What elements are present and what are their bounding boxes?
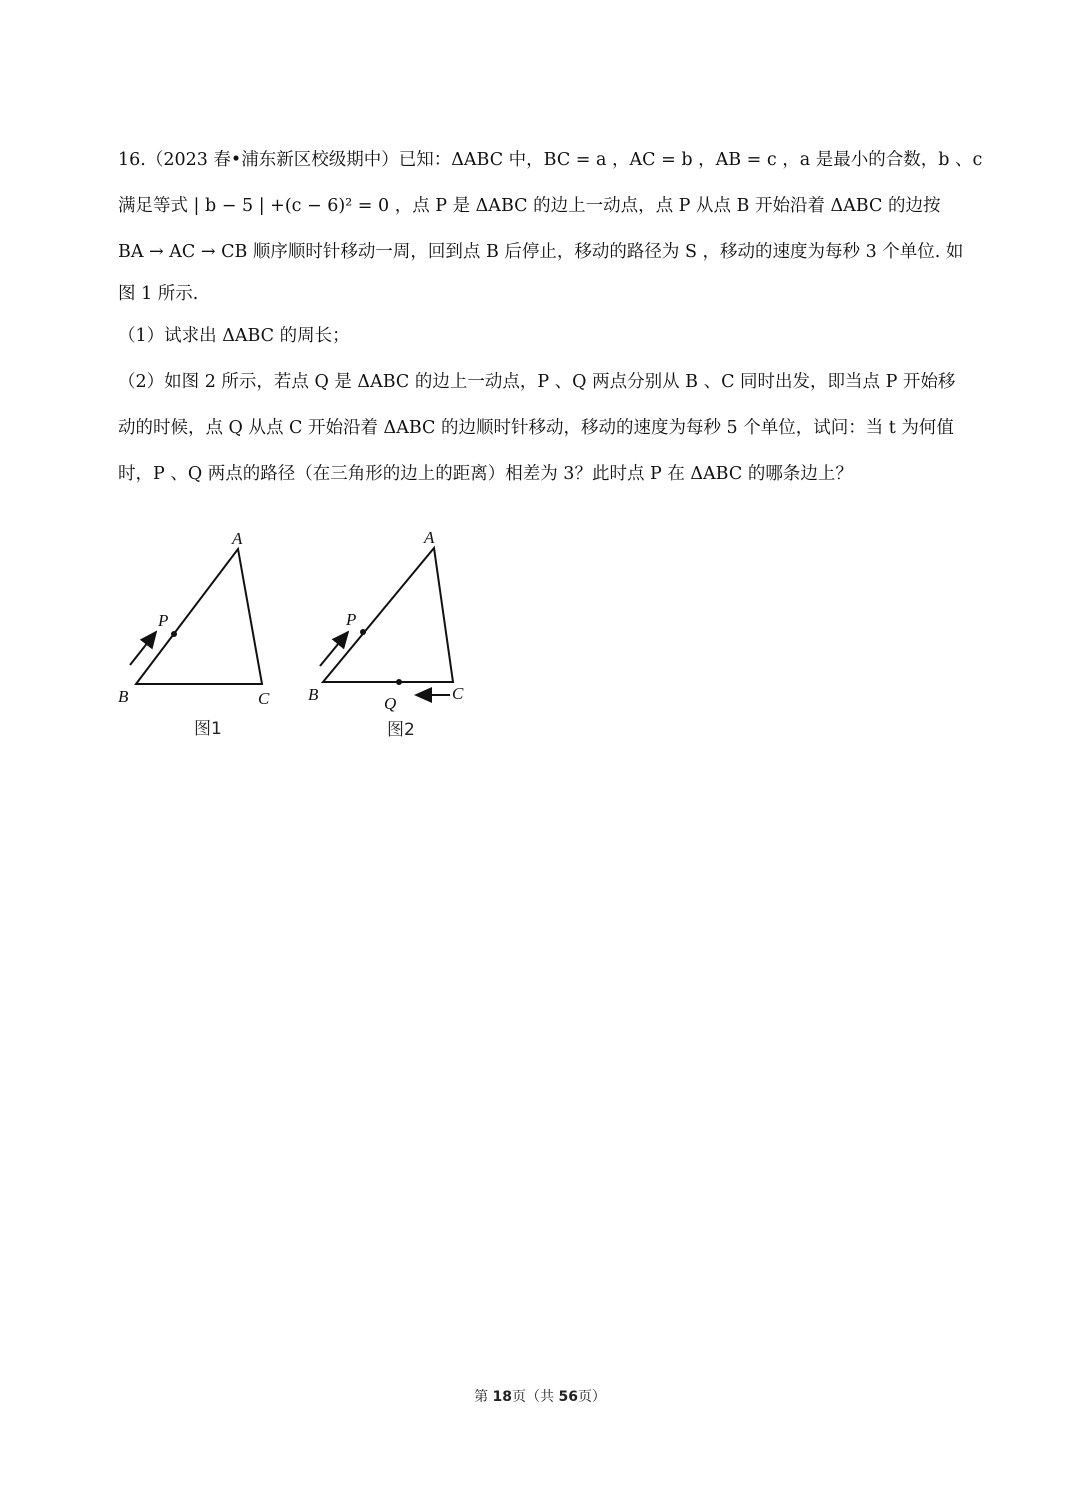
point-q-2 — [396, 679, 402, 685]
point-p-2 — [360, 629, 366, 635]
question-2-line-1: （2）如图 2 所示，若点 Q 是 ΔABC 的边上一动点，P 、Q 两点分别从 B 、C 同时出发，即当点 P 开始移 — [118, 372, 956, 392]
footer-prefix: 第 — [474, 1389, 493, 1405]
current-page-number: 18 — [492, 1389, 512, 1405]
point-p-1 — [171, 631, 177, 637]
question-1: （1）试求出 ΔABC 的周长； — [118, 326, 350, 346]
footer-suffix: 页） — [577, 1389, 606, 1405]
label-b-1: B — [118, 687, 129, 706]
arrow-p-1 — [130, 632, 156, 665]
question-2-line-3: 时，P 、Q 两点的路径（在三角形的边上的距离）相差为 3？此时点 P 在 ΔABC 的哪条边上？ — [118, 464, 853, 484]
problem-line-3: BA → AC → CB 顺序顺时针移动一周，回到点 B 后停止，移动的路径为 S ，移动的速度为每秒 3 个单位. 如 — [118, 242, 964, 262]
problem-line-1: 16.（2023 春•浦东新区校级期中）已知：ΔABC 中，BC = a ，AC = b ，AB = c ，a 是最小的合数，b 、c — [118, 150, 983, 170]
triangle-abc-1 — [136, 549, 262, 684]
arrow-p-2 — [320, 632, 348, 666]
label-c-2: C — [452, 684, 464, 703]
question-2-line-2: 动的时候，点 Q 从点 C 开始沿着 ΔABC 的边顺时针移动，移动的速度为每秒 5 个单位，试问：当 t 为何值 — [118, 418, 954, 438]
triangle-abc-2 — [323, 548, 453, 682]
problem-line-2: 满足等式 | b − 5 | +(c − 6)² = 0 ，点 P 是 ΔABC 的边上一动点，点 P 从点 B 开始沿着 ΔABC 的边按 — [118, 196, 941, 216]
figure-1 — [118, 529, 270, 739]
label-a-1: A — [232, 529, 243, 548]
total-page-number: 56 — [558, 1389, 578, 1405]
page-footer — [0, 1386, 1080, 1406]
label-c-1: C — [258, 689, 270, 708]
figure-2-caption: 图2 — [387, 720, 415, 740]
figure-1-caption: 图1 — [194, 719, 222, 739]
problem-line-4: 图 1 所示. — [118, 284, 199, 304]
figure-2 — [308, 528, 464, 740]
label-b-2: B — [308, 685, 319, 704]
label-a-2: A — [424, 528, 435, 547]
footer-mid: 页（共 — [512, 1389, 559, 1405]
label-p-1: P — [158, 611, 169, 630]
label-p-2: P — [346, 610, 357, 629]
figures — [110, 522, 490, 752]
label-q-2: Q — [384, 694, 397, 713]
